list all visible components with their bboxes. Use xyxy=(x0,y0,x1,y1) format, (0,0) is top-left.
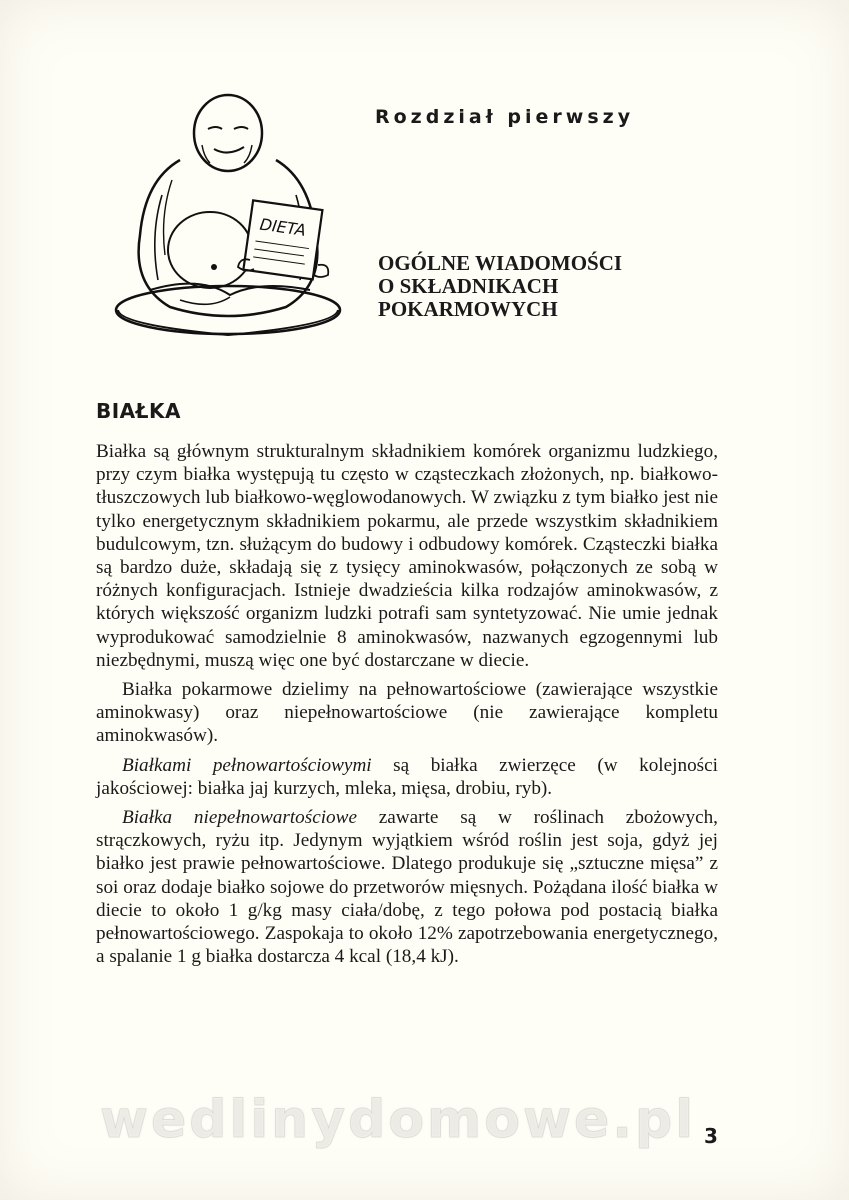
paragraph xyxy=(96,806,718,968)
paragraph-lead-italic: Białka niepełnowartościowe xyxy=(122,807,357,829)
chapter-title-line: OGÓLNE WIADOMOŚCI xyxy=(378,251,623,275)
paragraph xyxy=(96,678,718,748)
chapter-title-line: POKARMOWYCH xyxy=(378,297,558,321)
paragraph xyxy=(96,440,718,672)
page-number: 3 xyxy=(704,1124,718,1148)
buddha-dieta-illustration-icon xyxy=(110,85,350,345)
paragraph-text: Białka są głównym strukturalnym składnikiem komórek organizmu ludzkiego, przy czym białka występują tu często w cząsteczkach złożonych, np. białkowo-tłuszczowych lub białkowo-węglowodanowych. W związku z tym białko jest nie tylko energetycznym składnikiem pokarmu, ale przede wszystkim składnikiem budulcowym, tzn. służącym do budowy i odbudowy komórek. Cząsteczki białka są bardzo duże, składają się z tysięcy aminokwasów, połączonych ze sobą w różnych konfiguracjach. Istnieje dwadzieścia kilka rodzajów aminokwasów, z których większość organizm ludzki potrafi sam syntetyzować. Nie umie jednak wyprodukować samodzielnie 8 aminokwasów, nazwanych egzogennymi lub niezbędnymi, muszą więc one być dostarczane w diecie. xyxy=(96,441,718,671)
section-heading: BIAŁKA xyxy=(96,399,181,423)
chapter-label: Rozdział pierwszy xyxy=(375,106,635,128)
watermark: wedlinydomowe.pl xyxy=(100,1090,697,1150)
chapter-title xyxy=(378,252,622,321)
paragraph-lead-italic: Białkami pełnowartościowymi xyxy=(122,754,372,776)
paragraph-text: Białka pokarmowe dzielimy na pełnowartościowe (zawierające wszystkie aminokwasy) oraz niepełnowartościowe (nie zawierające kompletu aminokwasów). xyxy=(96,679,718,747)
chapter-title-line: O SKŁADNIKACH xyxy=(378,274,559,298)
body-text xyxy=(96,440,718,974)
paragraph-text: są białka zwierzęce (w kolejności jakościowej: białka jaj kurzych, mleka, mięsa, drobiu, ryb). xyxy=(96,754,718,799)
dieta-sign-text: DIETA xyxy=(258,214,308,240)
paragraph-text: zawarte są w roślinach zbożowych, strączkowych, ryżu itp. Jedynym wyjątkiem wśród roślin jest soja, gdyż jej białko jest prawie pełnowartościowe. Dlatego produkuje się „sztuczne mięsa” z soi oraz dodaje białko sojowe do przetworów mięsnych. Pożądana ilość białka w diecie to około 1 g/kg masy ciała/dobę, z tego połowa pod postacią białka pełnowartościowego. Zaspokaja to około 12% zapotrzebowania energetycznego, a spalanie 1 g białka dostarcza 4 kcal (18,4 kJ). xyxy=(96,807,718,968)
paragraph xyxy=(96,754,718,800)
